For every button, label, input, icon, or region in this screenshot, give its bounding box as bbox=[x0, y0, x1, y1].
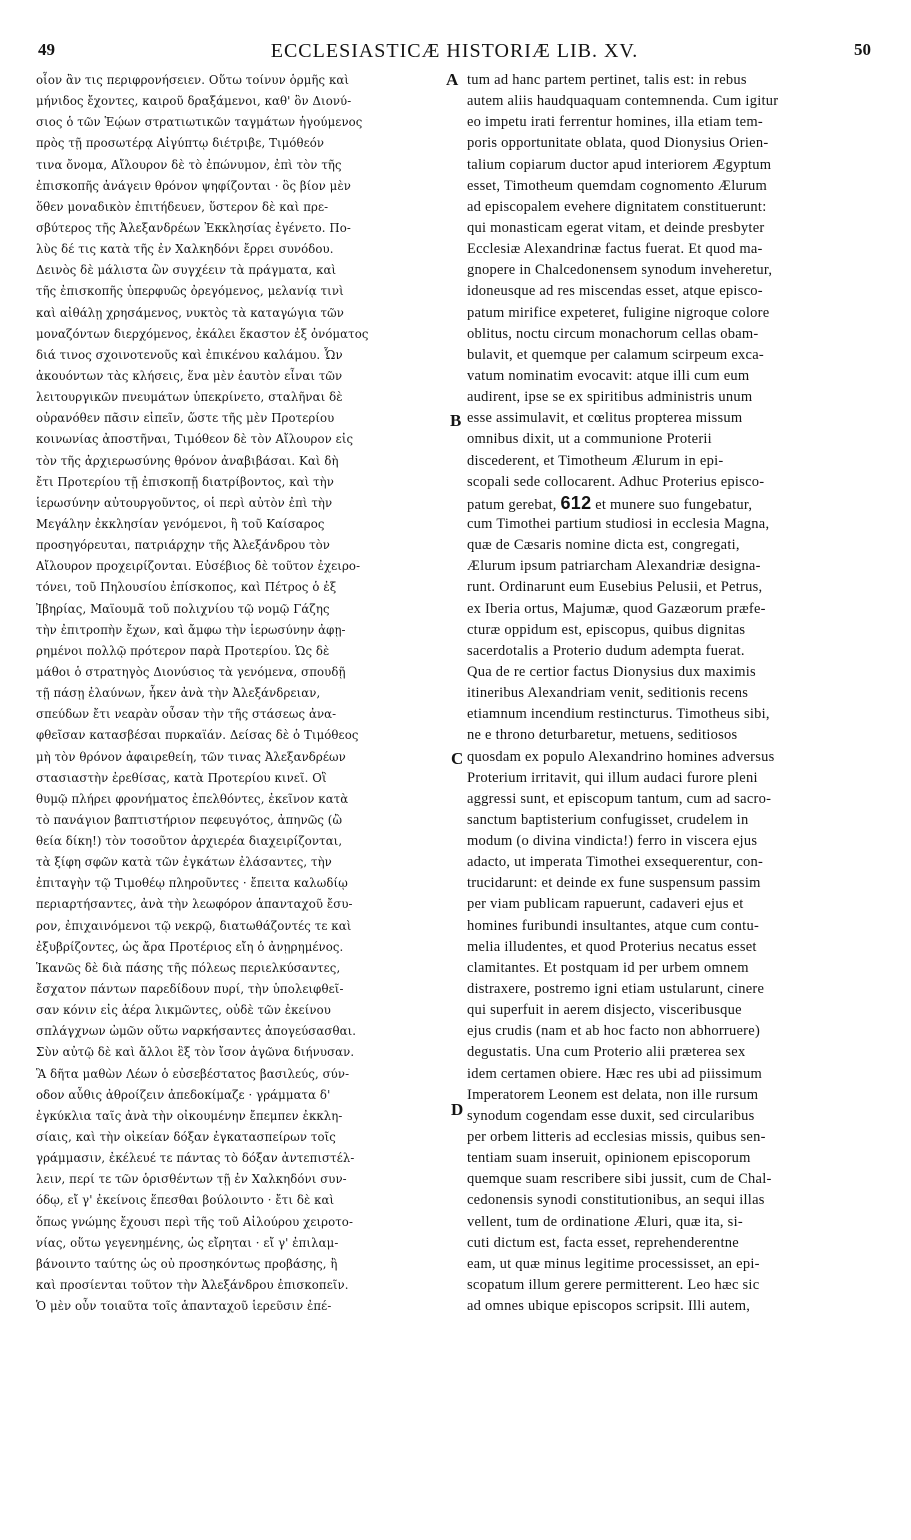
greek-text-line: Ἰβηρίας, Μαϊουμᾶ τοῦ πολιχνίου τῷ νομῷ Γάζης bbox=[36, 601, 330, 616]
greek-text-line: διά τινος σχοινοτενοῦς καὶ ἐπικένου καλάμου. Ὧν bbox=[36, 347, 343, 362]
greek-text-line: μοναζόντων διερχόμενος, ἐκάλει ἕκαστον ἐξ ὀνόματος bbox=[36, 326, 369, 341]
greek-text-line: τινα ὄνομα, Αἴλουρον δὲ τὸ ἐπώνυμον, ἐπὶ τὸν τῆς bbox=[36, 157, 342, 172]
latin-text-line: sanctum baptisterium confugisset, crudelem in bbox=[467, 811, 749, 828]
latin-text-line: ad omnes ubique episcopos scripsit. Illi autem, bbox=[467, 1298, 751, 1315]
latin-text-line: tum ad hanc partem pertinet, talis est: in rebus bbox=[467, 72, 747, 88]
greek-text-line: όδῳ, εἴ γ' ἐκείνοις ἕπεσθαι βούλοιντο · ἔτι δὲ καὶ bbox=[36, 1193, 335, 1208]
latin-text-line bbox=[467, 493, 875, 514]
latin-text-line: audirent, ipse se ex spiritibus administris unum bbox=[467, 389, 753, 406]
greek-text-line: κοινωνίας ἀποστῆναι, Τιμόθεον δὲ τὸν Αἴλουρον εἰς bbox=[36, 432, 354, 447]
latin-text-line: autem aliis haudquaquam contemnenda. Cum igitur bbox=[467, 93, 779, 110]
latin-text-line: sacerdotalis a Proterio dudum adempta fuerat. bbox=[467, 642, 745, 659]
greek-text-line: τὰ ξίφη σφῶν κατὰ τῶν ἐγκάτων ἐλάσαντες, τὴν bbox=[36, 855, 332, 870]
greek-text-line: τὴν ἐπιτροπὴν ἔχων, καὶ ἄμφω τὴν ἱερωσύνην ἀφῃ- bbox=[36, 622, 346, 637]
latin-text-line: modum (o divina vindicta!) ferro in viscera ejus bbox=[467, 833, 758, 850]
page-number: 49 bbox=[38, 40, 55, 59]
latin-text-line: esse assimulavit, et cœlitus propterea missum bbox=[467, 410, 743, 427]
greek-text-line: περιαρτήσαντες, ἀνὰ τὴν λεωφόρον ἁπανταχοῦ ἔσυ- bbox=[36, 897, 353, 912]
greek-text-line: θυμῷ πλήρει φρονήματος ἐπελθόντες, ἐκεῖνον κατὰ bbox=[36, 791, 349, 806]
greek-text-line: ἐγκύκλια ταῖς ἀνὰ τὴν οἰκουμένην ἔπεμπεν ἐκκλη- bbox=[36, 1108, 343, 1123]
greek-text-line: σπεύδων ἔτι νεαρὰν οὖσαν τὴν τῆς στάσεως ἀνα- bbox=[36, 707, 337, 722]
greek-text-line: τῇ πάσῃ ἐλαύνων, ἧκεν ἀνὰ τὴν Ἀλεξάνδρειαν, bbox=[36, 686, 321, 701]
greek-text-line: γράμμασιν, ἐκέλευέ τε πάντας τὸ δόξαν ἀντεπιστέλ- bbox=[36, 1151, 355, 1166]
greek-column bbox=[36, 70, 442, 1317]
greek-text-line: Αἴλουρον προχειρίζονται. Εὐσέβιος δὲ τοῦτον ἐχειρο- bbox=[36, 559, 361, 574]
latin-text-line: vatum nominatim evocavit: atque illi cum eum bbox=[467, 367, 750, 384]
latin-text-line: quosdam ex populo Alexandrino homines adversus bbox=[467, 748, 775, 765]
greek-text-line: ὅθεν μοναδικὸν ἐπιτήδευεν, ὕστερον δὲ καὶ πρε- bbox=[36, 199, 329, 214]
greek-text-line: τῆς ἐπισκοπῆς ὑπερφυῶς ὀρεγόμενος, μελανίᾳ τινὶ bbox=[36, 284, 344, 299]
greek-text-line: ρον, ἐπιχαινόμενοι τῷ νεκρῷ, διατωθάζοντές τε καὶ bbox=[36, 918, 352, 933]
latin-text-line: oblitus, noctu circum monachorum cellas obam- bbox=[467, 325, 759, 342]
greek-text-line: οὐρανόθεν πᾶσιν εἰπεῖν, ὥστε τῆς μὲν Προτερίου bbox=[36, 411, 335, 426]
greek-text-line: τόνει, τοῦ Πηλουσίου ἐπίσκοπος, καὶ Πέτρος ὁ ἐξ bbox=[36, 580, 337, 595]
greek-text-line: στασιαστὴν ἐρεθίσας, κατὰ Προτερίου κινεῖ. Οἳ bbox=[36, 770, 327, 785]
latin-text-line: ad episcopalem evehere dignitatem constituerunt: bbox=[467, 198, 767, 215]
latin-text-line: discederent, et Timotheum Ælurum in epi- bbox=[467, 452, 724, 469]
line-text: patum gerebat, bbox=[467, 496, 561, 513]
latin-text-line: qui monasticam egerat vitam, et deinde presbyter bbox=[467, 219, 765, 236]
latin-text-line: poris opportunitate oblata, quod Dionysius Orien- bbox=[467, 135, 769, 152]
greek-text-line: καὶ προσίενται τοῦτον τὴν Ἀλεξάνδρου ἐπισκοπεῖν. bbox=[36, 1278, 349, 1293]
greek-text-line: ρημένοι πολλῷ πρότερον παρὰ Προτερίου. Ὡς δὲ bbox=[36, 643, 330, 658]
page-number-right: 50 bbox=[854, 40, 871, 59]
latin-text-line: trucidarunt: et deinde ex fune suspensum passim bbox=[467, 875, 761, 892]
latin-text-line: Ecclesiæ Alexandrinæ factus fuerat. Et quod ma- bbox=[467, 241, 763, 258]
latin-text-line: quæ de Cæsaris nomine dicta est, congregati, bbox=[467, 537, 740, 554]
latin-text-line: aggressi sunt, et episcopum tantum, cum ad sacro- bbox=[467, 790, 772, 807]
greek-text-line: ἐπισκοπῆς ἀνάγειν θρόνον ψηφίζονται · ὃς βίον μὲν bbox=[36, 178, 351, 193]
greek-text-line: ἱερωσύνην αὐτουργοῦντος, οἱ περὶ αὐτὸν ἐπὶ τὴν bbox=[36, 495, 333, 510]
greek-text-line: οδον αὖθις ἀθροίζειν ἀπεδοκίμαζε · γράμματα δ' bbox=[36, 1087, 331, 1102]
latin-text-line: Qua de re certior factus Dionysius dux maximis bbox=[467, 663, 756, 680]
latin-text-line: patum mirifice expeteret, fuligine nigroque colore bbox=[467, 304, 770, 321]
latin-text-line: distraxere, postremo igni etiam ustularunt, cinere bbox=[467, 981, 765, 998]
margin-marker-d: D bbox=[451, 1100, 464, 1119]
greek-text-line: λειτουργικῶν πνευμάτων ὑπεκρίνετο, σταλῆναι δὲ bbox=[36, 390, 343, 405]
latin-text-line: eam, ut quæ minus legitime processisset, an epi- bbox=[467, 1255, 760, 1272]
greek-text-line: Σὺν αὐτῷ δὲ καὶ ἄλλοι ἓξ τὸν ἴσον ἀγῶνα διήνυσαν. bbox=[36, 1045, 355, 1060]
latin-column bbox=[467, 70, 875, 1317]
greek-text-line: τὸ πανάγιον βαπτιστήριον πεφευγότος, ἀπηνῶς (ὢ bbox=[36, 812, 343, 827]
greek-text-line: ὅπως γνώμης ἔχουσι περὶ τῆς τοῦ Αἰλούρου χειροτο- bbox=[36, 1214, 353, 1229]
greek-text-line: βάνοιντο ταύτης ὡς οὐ προσηκόντως προβάσης, ἢ bbox=[36, 1256, 338, 1271]
latin-text-line: esset, Timotheum quemdam cognomento Ælurum bbox=[467, 177, 768, 194]
greek-text-line: σαν κόνιν εἰς ἀέρα λικμῶντες, οὐδὲ τῶν ἐκείνου bbox=[36, 1003, 331, 1018]
latin-text-line: per orbem litteris ad ecclesias missis, quibus sen- bbox=[467, 1129, 766, 1146]
greek-text-line: Ἱκανῶς δὲ διὰ πάσης τῆς πόλεως περιελκύσαντες, bbox=[36, 960, 341, 975]
latin-text-line: cedonensis synodi constitutionibus, an sequi illas bbox=[467, 1192, 765, 1209]
latin-text-line: cturæ oppidum est, episcopus, quibus dignitas bbox=[467, 621, 746, 638]
latin-text-line: cuti dictum est, facta esset, reprehenderentne bbox=[467, 1234, 739, 1251]
latin-text-line: talium copiarum ductor apud interiorem Ægyptum bbox=[467, 156, 772, 173]
latin-text-line: vellent, tum de ordinatione Æluri, quæ ita, si- bbox=[467, 1213, 743, 1230]
greek-text-line: πρὸς τῇ προσωτέρᾳ Αἰγύπτῳ διέτριβε, Τιμόθεόν bbox=[36, 136, 325, 151]
greek-text-line: νίας, οὕτω γεγενημένης, ὡς εἴρηται · εἴ γ' ἐπιλαμ- bbox=[36, 1235, 339, 1250]
latin-text-line: ne e throno deturbaretur, metuens, seditiosos bbox=[467, 727, 738, 744]
greek-text-line: σίαις, καὶ τὴν οἰκείαν δόξαν ἐγκατασπείρων τοῖς bbox=[36, 1130, 336, 1145]
latin-text-line: Proterium irritavit, qui illum audaci furore pleni bbox=[467, 769, 758, 786]
latin-text-line: synodum cogendam esse duxit, sed circularibus bbox=[467, 1107, 755, 1124]
page-header bbox=[38, 40, 871, 64]
latin-text-line: degustatis. Una cum Proterio alii præterea sex bbox=[467, 1044, 746, 1061]
latin-text-line: ejus crudis (nam et ab hoc facto non abhorruere) bbox=[467, 1023, 761, 1040]
latin-text-line: adacto, ut imperata Timothei exsequerentur, con- bbox=[467, 854, 764, 871]
greek-text-line: λειν, περί τε τῶν ὁρισθέντων τῇ ἐν Χαλκηδόνι συν- bbox=[36, 1172, 347, 1187]
greek-text-line: Ὁ μὲν οὖν τοιαῦτα τοῖς ἁπανταχοῦ ἱερεῦσιν ἐπέ- bbox=[36, 1299, 332, 1314]
greek-text-line: τὸν τῆς ἀρχιερωσύνης θρόνον ἀναβιβάσαι. Καὶ δὴ bbox=[36, 453, 339, 468]
line-text: et munere suo fungebatur, bbox=[591, 496, 753, 513]
greek-text-line: ἀκουόντων τὰς κλήσεις, ἕνα μὲν ἑαυτὸν εἶναι τῶν bbox=[36, 368, 343, 383]
marginal-page-number: 612 bbox=[560, 492, 592, 513]
latin-text-line: bulavit, et quemque per calamum scirpeum exca- bbox=[467, 346, 764, 363]
greek-text-line: καὶ αἰθάλῃ χρησάμενος, νυκτὸς τὰ καταγώγια τῶν bbox=[36, 305, 344, 320]
margin-marker-a: A bbox=[446, 70, 459, 89]
greek-text-line: μήνιδος ἔχοντες, καιροῦ δραξάμενοι, καθ' ὃν Διονύ- bbox=[36, 94, 352, 109]
latin-text-line: idoneusque ad res miscendas esset, atque episco- bbox=[467, 283, 763, 300]
latin-text-line: scopali sede collocarent. Adhuc Proterius episco- bbox=[467, 473, 765, 490]
latin-text-line: idem certamen obiere. Hæc res ubi ad piissimum bbox=[467, 1065, 762, 1082]
latin-text-line: homines furibundi insultantes, atque cum contu- bbox=[467, 917, 760, 934]
greek-text-line: μάθοι ὁ στρατηγὸς Διονύσιος τὰ γενόμενα, σπουδῇ bbox=[36, 664, 346, 679]
latin-text-line: runt. Ordinarunt eum Eusebius Pelusii, et Petrus, bbox=[467, 579, 763, 596]
greek-text-line: προσηγόρευται, πατριάρχην τῆς Ἀλεξάνδρου τὸν bbox=[36, 538, 330, 553]
latin-text-line: omnibus dixit, ut a communione Proterii bbox=[467, 431, 712, 448]
greek-text-line: ἐξυβρίζοντες, ὡς ἄρα Προτέριος εἴη ὁ ἀνῃρημένος. bbox=[36, 939, 344, 954]
greek-text-line: ἐπιταγὴν τῷ Τιμοθέῳ πληροῦντες · ἔπειτα καλωδίῳ bbox=[36, 876, 348, 891]
greek-text-line: οἷον ἂν τις περιφρονήσειεν. Οὕτω τοίνυν ὁρμῆς καὶ bbox=[36, 73, 350, 87]
latin-text-line: ex Iberia ortus, Majumæ, quod Gazæorum præfe- bbox=[467, 600, 766, 617]
margin-marker-c: C bbox=[451, 749, 464, 768]
latin-text-line: Ælurum ipsum patriarcham Alexandriæ designa- bbox=[467, 558, 761, 575]
latin-text-line: per viam publicam rapuerunt, cadaveri ejus et bbox=[467, 896, 744, 913]
latin-text-line: gnopere in Chalcedonensem synodum inveheretur, bbox=[467, 262, 773, 279]
latin-text-line: melia illudentes, et quod Proterius necatus esset bbox=[467, 938, 757, 955]
latin-text-line: qui superfuit in aerem disjecto, visceribusque bbox=[467, 1002, 742, 1019]
latin-text-line: itineribus Alexandriam venit, seditionis recens bbox=[467, 685, 749, 702]
latin-text-line: scopatum illum gerere permitterent. Leo hæc sic bbox=[467, 1277, 760, 1294]
latin-text-line: eo impetu irati ferrentur homines, illa etiam tem- bbox=[467, 114, 763, 131]
greek-text-line: ἔσχατον πάντων παρεδίδουν πυρί, τὴν ὑπολειφθεῖ- bbox=[36, 982, 344, 997]
latin-text-line: quemque suam rescribere sibi jussit, cum de Chal- bbox=[467, 1171, 772, 1188]
latin-text-line: Imperatorem Leonem est delata, non ille rursum bbox=[467, 1086, 759, 1103]
greek-text-line: Μεγάλην ἐκκλησίαν γενόμενοι, ἣ τοῦ Καίσαρος bbox=[36, 516, 325, 531]
running-title: ECCLESIASTICÆ HISTORIÆ LIB. XV. bbox=[270, 40, 639, 62]
greek-text-line: σβύτερος τῆς Ἀλεξανδρέων Ἐκκλησίας ἐγένετο. Πο- bbox=[36, 220, 351, 235]
greek-text-line: φθεῖσαν κατασβέσαι πυρκαϊάν. Δείσας δὲ ὁ Τιμόθεος bbox=[36, 728, 359, 743]
latin-text-line: cum Timothei partium studiosi in ecclesia Magna, bbox=[467, 515, 770, 532]
greek-text-line: σπλάγχνων ὠμῶν οὕτω ναρκήσαντες ἀπογεύσασθαι. bbox=[36, 1024, 357, 1039]
greek-text-line: σιος ὁ τῶν Ἑῴων στρατιωτικῶν ταγμάτων ἡγούμενος bbox=[36, 115, 363, 130]
latin-text-line: etiamnum incendium restincturus. Timotheus sibi, bbox=[467, 706, 770, 723]
greek-text-line: Ἃ δῆτα μαθὼν Λέων ὁ εὐσεβέστατος βασιλεύς, σύν- bbox=[36, 1066, 350, 1081]
greek-text-line: Δεινὸς δὲ μάλιστα ὢν συγχέειν τὰ πράγματα, καὶ bbox=[36, 263, 337, 278]
greek-text-line: θεία δίκη!) τὸν τοσοῦτον ἀρχιερέα διαχειρίζονται, bbox=[36, 834, 343, 849]
greek-text-line: μὴ τὸν θρόνον ἀφαιρεθείη, τῶν τινας Ἀλεξανδρέων bbox=[36, 749, 346, 764]
margin-marker-b: B bbox=[450, 411, 462, 430]
latin-text-line: clamitantes. Et postquam id per urbem omnem bbox=[467, 959, 749, 976]
greek-text-line: λὺς δέ τις κατὰ τῆς ἐν Χαλκηδόνι ἔρρει συνόδου. bbox=[36, 242, 334, 257]
greek-text-line: ἔτι Προτερίου τῇ ἐπισκοπῇ διατρίβοντος, καὶ τὴν bbox=[36, 474, 334, 489]
latin-text-line: tentiam suam inseruit, opinionem episcoporum bbox=[467, 1150, 751, 1167]
